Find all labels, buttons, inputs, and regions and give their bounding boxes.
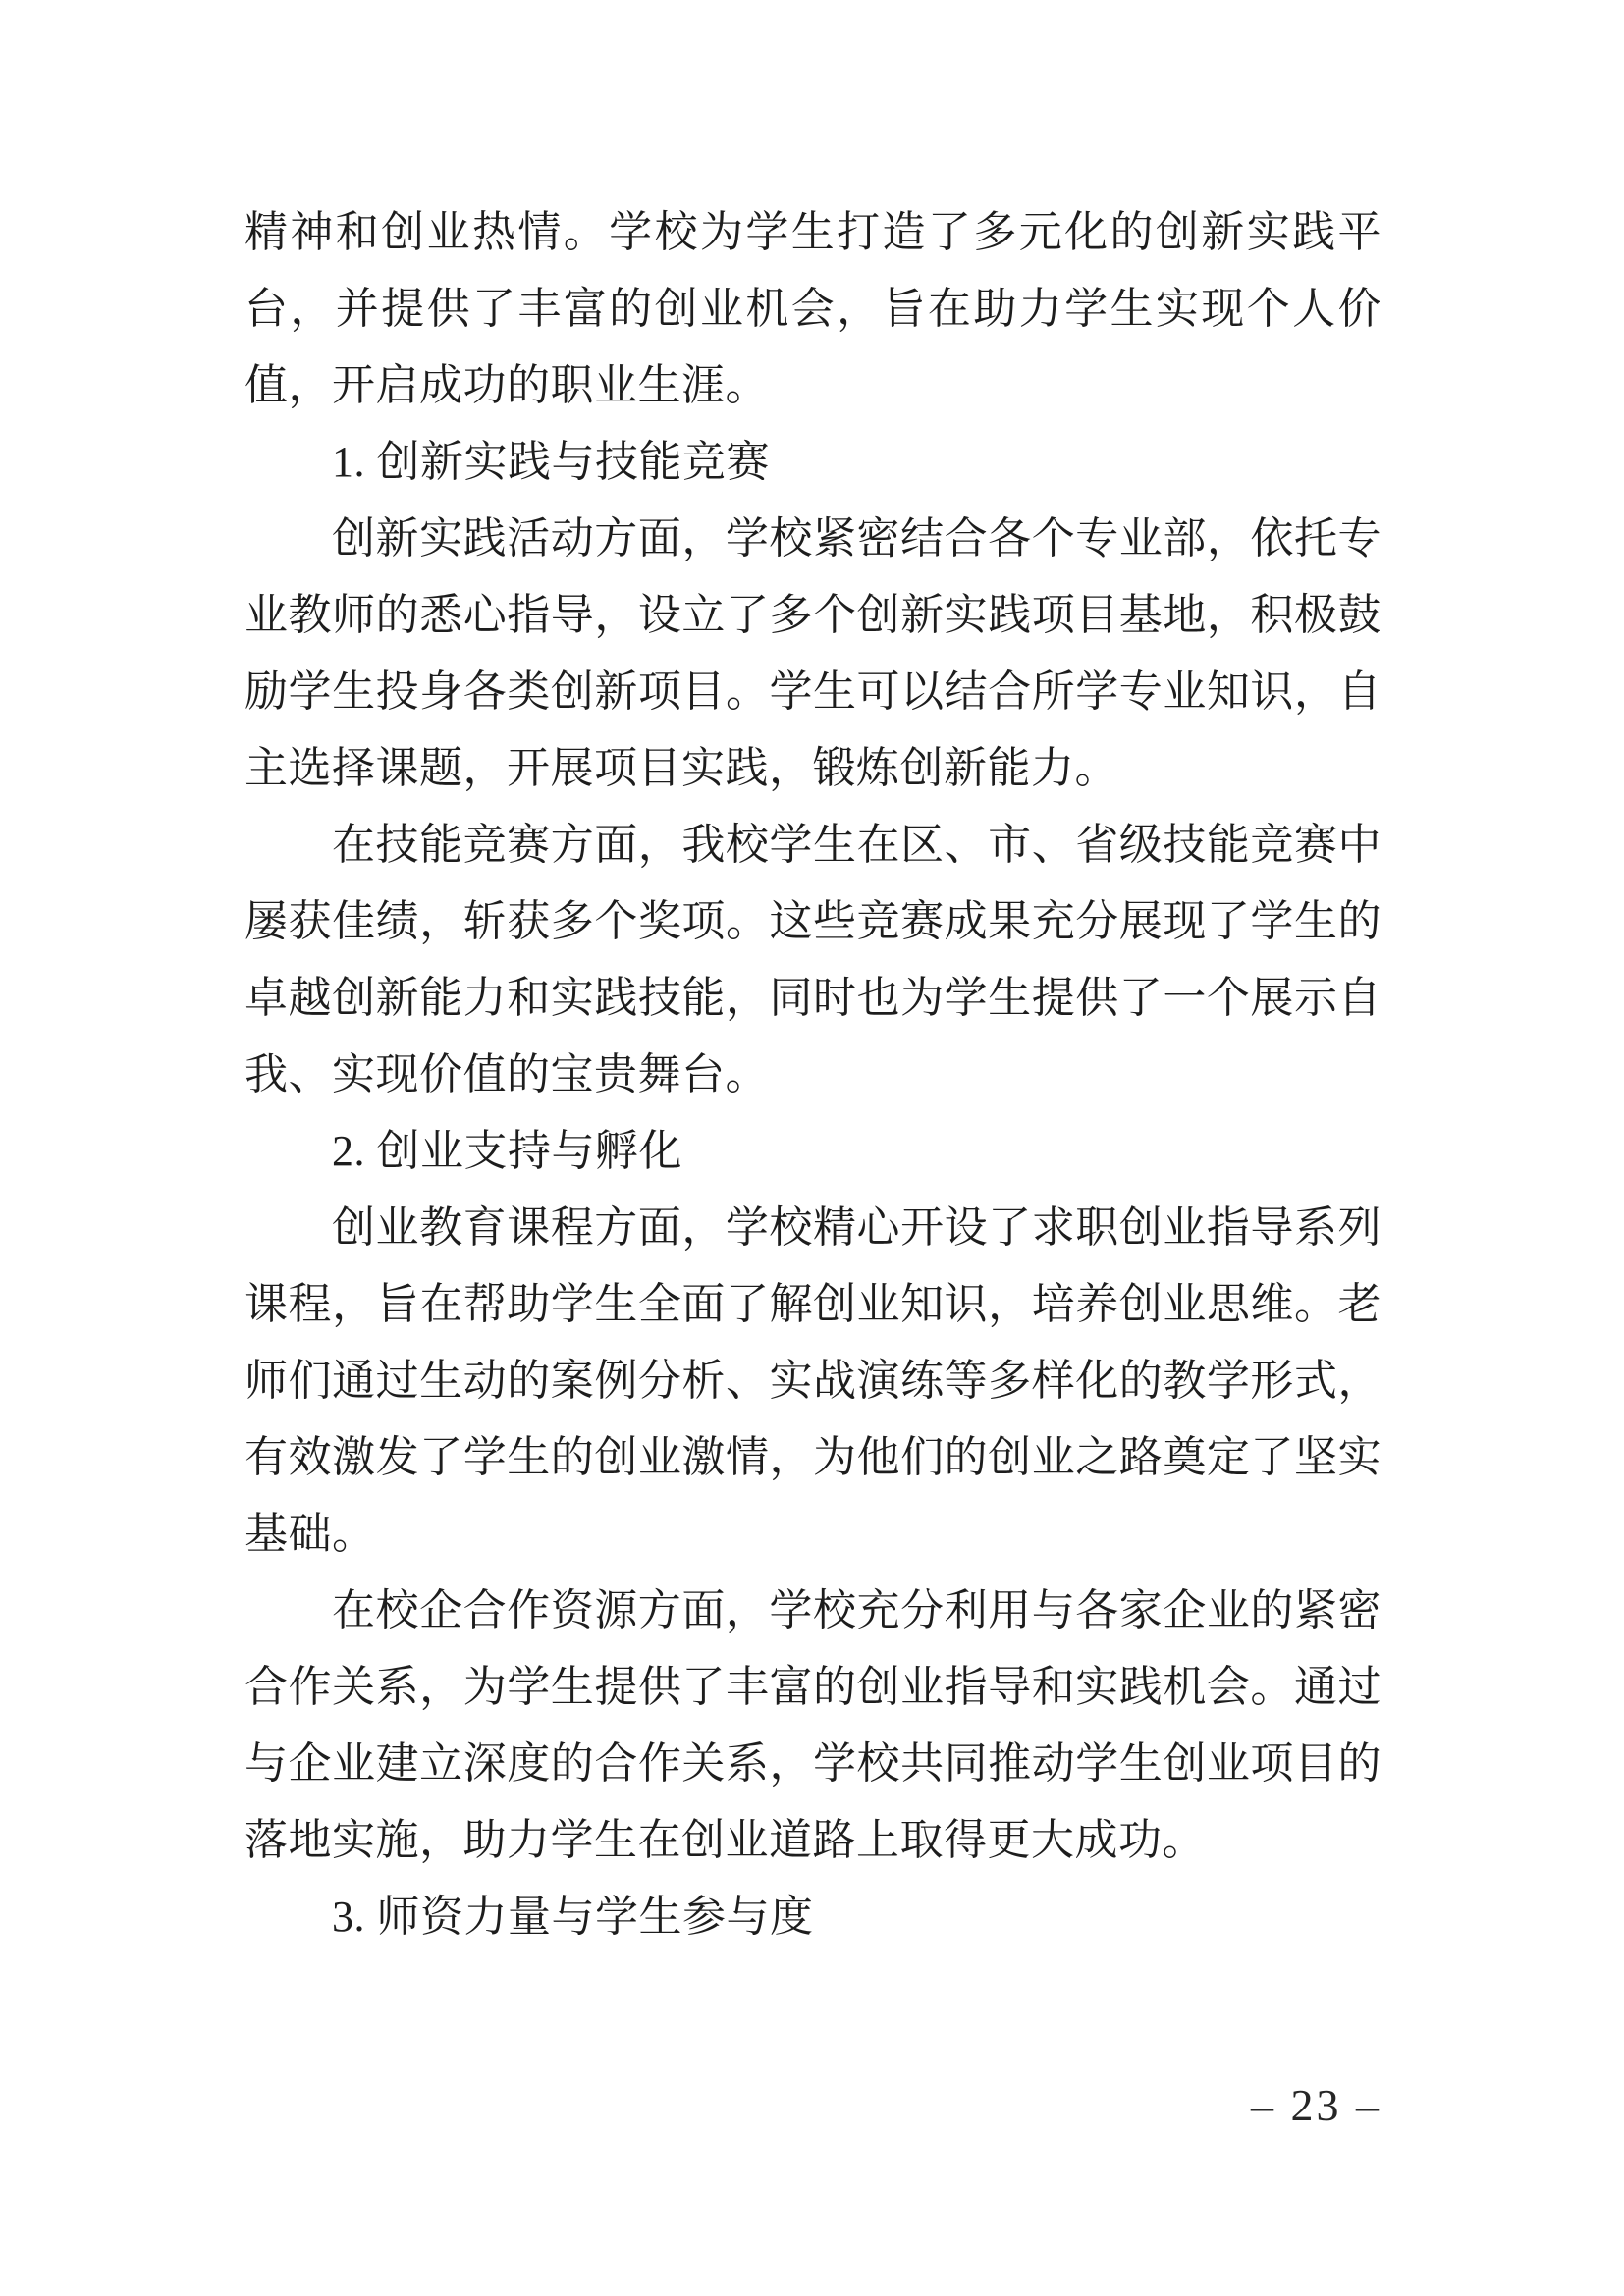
paragraph: 在技能竞赛方面，我校学生在区、市、省级技能竞赛中屡获佳绩，斩获多个奖项。这些竞赛成果充分展现了学生的卓越创新能力和实践技能，同时也为学生提供了一个展示自我、实现价值的宝贵舞台。 [244, 821, 1381, 1098]
text-column [244, 194, 1381, 1955]
section-heading-3: 3. 师资力量与学生参与度 [332, 1893, 814, 1941]
paragraph-continuation: 精神和创业热情。学校为学生打造了多元化的创新实践平台，并提供了丰富的创业机会，旨在助力学生实现个人价值，开启成功的职业生涯。 [244, 208, 1381, 409]
paragraph: 创业教育课程方面，学校精心开设了求职创业指导系列课程，旨在帮助学生全面了解创业知识，培养创业思维。老师们通过生动的案例分析、实战演练等多样化的教学形式，有效激发了学生的创业激情，为他们的创业之路奠定了坚实基础。 [244, 1203, 1381, 1558]
paragraph: 创新实践活动方面，学校紧密结合各个专业部，依托专业教师的悉心指导，设立了多个创新实践项目基地，积极鼓励学生投身各类创新项目。学生可以结合所学专业知识，自主选择课题，开展项目实践，锻炼创新能力。 [244, 514, 1381, 792]
section-heading-2: 2. 创业支持与孵化 [332, 1127, 682, 1175]
paragraph: 在校企合作资源方面，学校充分利用与各家企业的紧密合作关系，为学生提供了丰富的创业指导和实践机会。通过与企业建立深度的合作关系，学校共同推动学生创业项目的落地实施，助力学生在创业道路上取得更大成功。 [244, 1586, 1381, 1864]
page-number: – 23 – [1251, 2080, 1381, 2130]
section-heading-1: 1. 创新实践与技能竞赛 [332, 438, 770, 486]
